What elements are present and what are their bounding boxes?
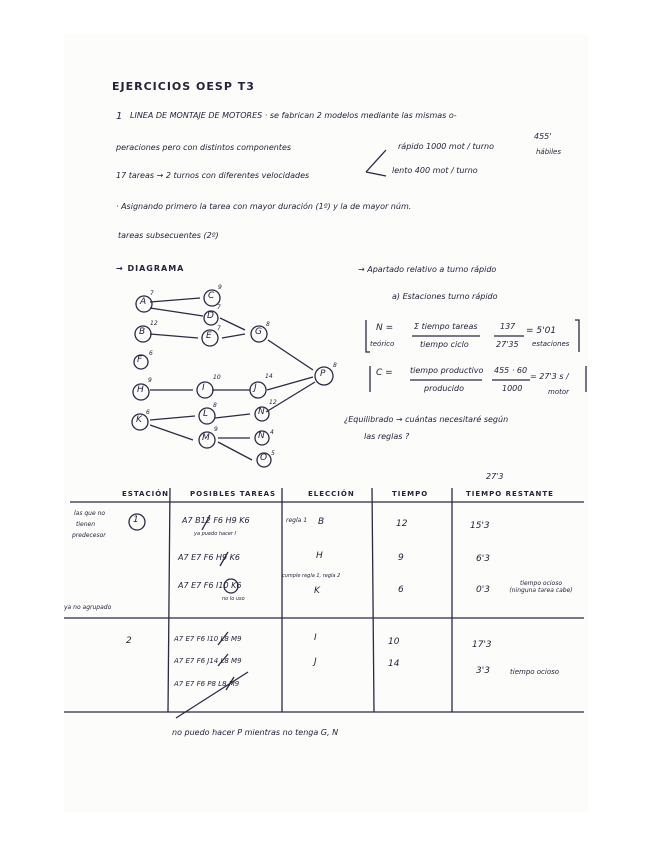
row-1-tasks: A7 B12 F6 H9 K6 [182,516,250,525]
n-result: = 5'01 [526,326,557,336]
row-1-note: ya puedo hacer I [194,531,237,537]
node-j-time: 14 [265,373,273,380]
node-n-time: 12 [269,399,277,406]
c-unit: motor [548,388,570,396]
node-b-time: 12 [150,320,158,327]
n-unit: estaciones [532,340,570,348]
node-i-time: 10 [213,374,221,381]
header-station: ESTACIÓN [122,490,170,498]
node-c: C [208,291,215,301]
left-note-1: las que no [74,510,106,517]
row-3-idle-note: tiempo ocioso (ninguna tarea cabe) [509,580,573,594]
row-2-choice: H [316,551,323,561]
tasks-statement: 17 tareas → 2 turnos con diferentes velocidades [116,171,310,180]
node-m-time: 9 [214,426,218,433]
diagram-label: → DIAGRAMA [116,264,185,273]
node-d: D [207,311,214,321]
node-p-time: 8 [333,362,337,369]
row-5-choice: J [314,657,317,667]
page-title: EJERCICIOS OESP T3 [112,80,255,93]
node-o: O [260,453,268,463]
node-a-time: 7 [150,290,154,297]
n-side-note: teórico [370,340,395,348]
problem-line-1: LINEA DE MONTAJE DE MOTORES · se fabrican 2 modelos mediante las mismas o- [130,111,457,120]
node-h-time: 9 [148,377,152,384]
row-1-station: 1 [133,515,139,525]
node-c-time: 9 [218,284,222,291]
node-i: I [202,383,205,393]
problem-line-2: peraciones pero con distintos componentes [116,143,292,152]
n-denominator: tiempo ciclo [420,340,469,349]
n-label: N = [376,323,394,333]
n-value-denominator: 27'35 [496,340,519,349]
n-value-numerator: 137 [500,322,516,331]
node-m: M [202,433,210,443]
header-possible-tasks: POSIBLES TAREAS [190,490,277,498]
row-3-rule: cumple regla 1, regla 2 [282,573,341,579]
balance-question: ¿Equilibrado → cuántas necesitaré según [344,415,509,424]
node-g: G [255,327,262,337]
c-result: = 27'3 s / [530,372,569,381]
node-n2-time: 4 [270,429,274,436]
row-4-choice: I [314,633,317,643]
c-value-denominator: 1000 [502,384,523,393]
problem-number: 1 [116,111,123,122]
left-note-4: ya no agrupado [64,604,112,611]
node-h: H [137,385,144,395]
node-b: B [139,327,146,337]
row-5-idle-note: tiempo ocioso [510,668,560,676]
row-6-tasks: A7 E7 F6 P8 L8 M9 [174,680,240,688]
node-e: E [206,331,212,341]
fast-rate: rápido 1000 mot / turno [398,142,494,151]
n-numerator: Σ tiempo tareas [414,322,478,331]
node-k-time: 6 [146,409,150,416]
node-n2: N [258,431,265,441]
row-1-rule: regla 1 [286,517,308,524]
row-2-time: 9 [398,553,404,563]
row-5-time: 14 [388,659,400,669]
rule-1: · Asignando primero la tarea con mayor duración (1º) y la de mayor núm. [116,202,412,211]
node-k: K [136,415,142,425]
header-choice: ELECCIÓN [308,490,355,498]
row-4-tasks: A7 E7 F6 I10 L8 M9 [174,635,242,643]
row-4-station: 2 [126,636,132,646]
header-time: TIEMPO [392,490,429,498]
node-o-time: 5 [271,450,275,457]
c-numerator: tiempo productivo [410,366,484,375]
row-3-tasks: A7 E7 F6 I10 K6 [178,581,242,590]
row-2-tasks: A7 E7 F6 H9 K6 [178,553,241,562]
node-g-time: 8 [266,321,270,328]
node-f: F [137,355,143,365]
left-note-2: tienen [76,521,96,528]
row-2-rest: 6'3 [476,554,490,564]
slow-rate: lento 400 mot / turno [392,166,478,175]
row-5-rest: 3'3 [476,666,490,676]
c-value-numerator: 455 · 60 [494,366,528,375]
row-3-rest: 0'3 [476,585,490,595]
node-a: A [140,297,147,307]
fast-shift-subheading: a) Estaciones turno rápido [392,292,498,301]
node-e-time: 7 [217,325,221,332]
node-j: J [254,383,257,393]
row-4-time: 10 [388,637,400,647]
node-f-time: 6 [149,350,153,357]
footer-note: no puedo hacer P mientras no tenga G, N [172,728,339,737]
row-1-choice: B [318,517,325,527]
rule-2: tareas subsecuentes (2º) [118,231,219,240]
node-n: N [258,407,265,417]
row-3-time: 6 [398,585,404,595]
node-l: L [203,409,209,419]
left-note-3: predecesor [72,532,106,539]
available-minutes-unit: hábiles [536,148,562,156]
node-l-time: 8 [213,402,217,409]
available-minutes: 455' [534,132,552,141]
row-3-choice: K [314,586,320,596]
row-4-rest: 17'3 [472,640,492,650]
row-5-tasks: A7 E7 F6 J14 L8 M9 [174,657,242,665]
c-label: C = [376,368,393,378]
balance-question-2: las reglas ? [364,432,410,441]
cycle-time-note: 27'3 [486,472,504,481]
fast-shift-heading: → Apartado relativo a turno rápido [358,265,497,274]
row-1-time: 12 [396,519,408,529]
node-d-time: 7 [217,304,221,311]
row-1-rest: 15'3 [470,521,490,531]
node-p: P [320,369,326,379]
c-denominator: producido [424,384,465,393]
row-3-note: no lo uso [222,596,245,602]
header-remaining: TIEMPO RESTANTE [466,490,554,498]
